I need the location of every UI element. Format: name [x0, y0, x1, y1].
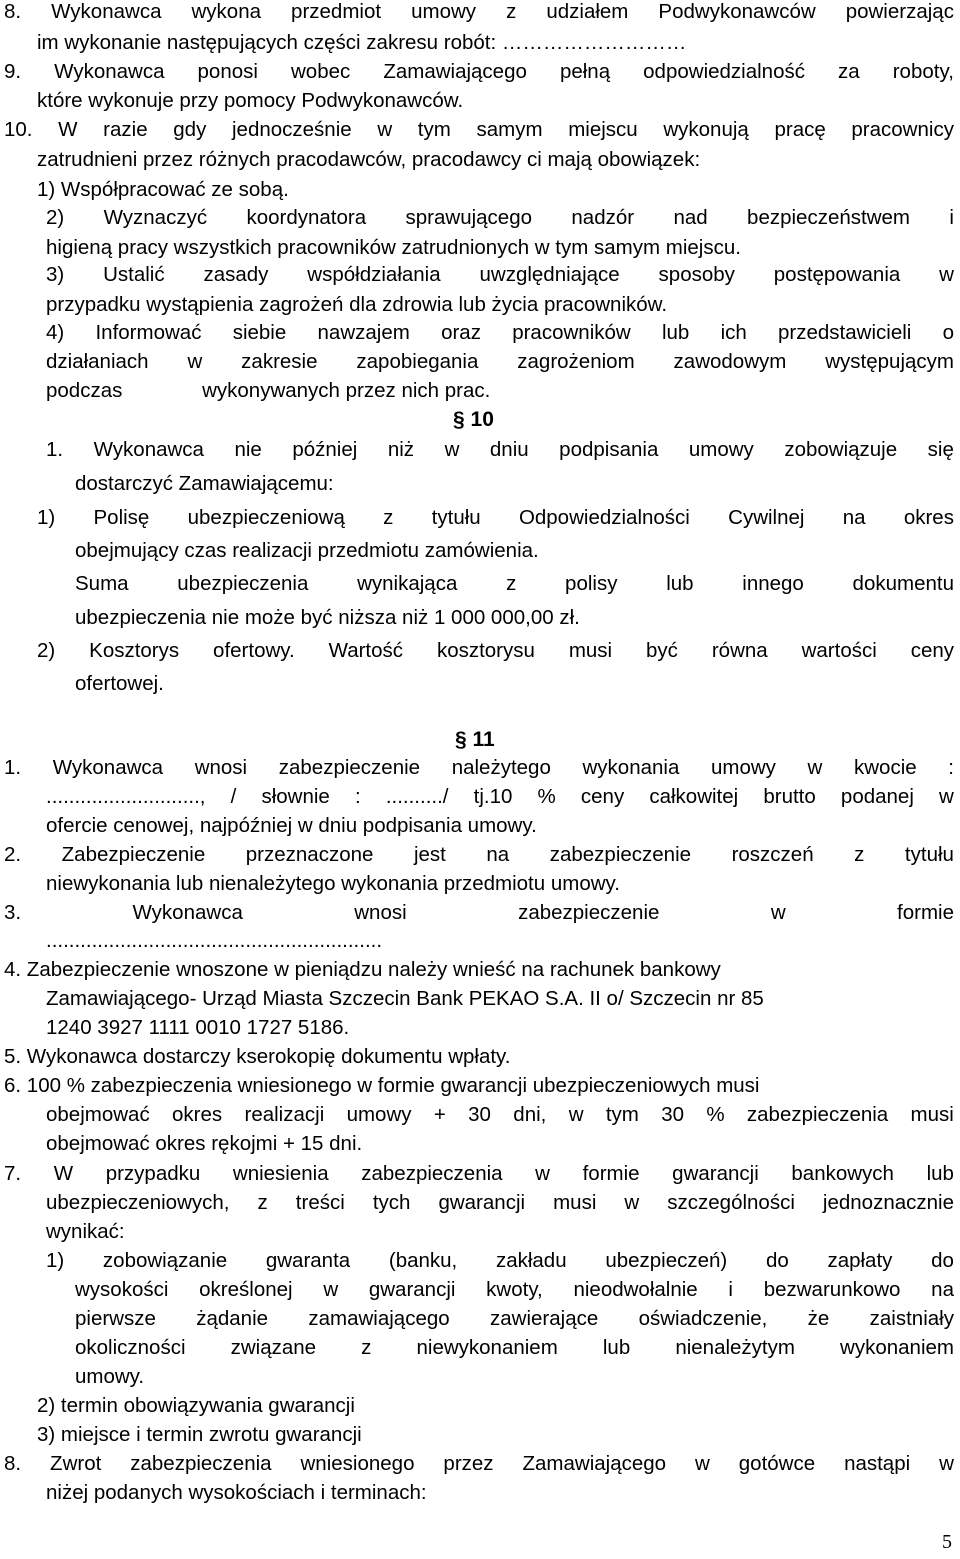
- section-heading-10: § 10: [453, 408, 494, 431]
- s11-subitem-1-line-4: okoliczności związane z niewykonaniem lub nienależytym wykonaniem: [75, 1336, 954, 1359]
- s11-subitem-1-line-1: 1) zobowiązanie gwaranta (banku, zakładu ubezpieczeń) do zapłaty do: [46, 1249, 954, 1272]
- s11-item-1-line-2: ..........................., / słownie : ........../ tj.10 % ceny całkowitej brutto podanej w: [46, 785, 954, 808]
- s10-sum-line-1: Suma ubezpieczenia wynikająca z polisy lub innego dokumentu: [75, 572, 954, 595]
- subitem-1-line-1: 1) Współpracować ze sobą.: [37, 178, 289, 201]
- subitem-3-line-2: przypadku wystąpienia zagrożeń dla zdrowia lub życia pracowników.: [46, 293, 668, 316]
- s11-item-8-line-2: niżej podanych wysokościach i terminach:: [46, 1481, 427, 1504]
- s11-item-6-line-1: 6. 100 % zabezpieczenia wniesionego w formie gwarancji ubezpieczeniowych musi: [4, 1074, 760, 1097]
- section-heading-11: § 11: [455, 728, 495, 751]
- s10-subitem-2-line-2: ofertowej.: [75, 672, 164, 695]
- list-item-10-line-1: 10. W razie gdy jednocześnie w tym samym miejscu wykonują pracę pracownicy: [4, 118, 954, 141]
- list-item-8-line-1: 8. Wykonawca wykona przedmiot umowy z udziałem Podwykonawców powierzając: [4, 0, 954, 23]
- s11-item-4-line-2: Zamawiającego- Urząd Miasta Szczecin Bank PEKAO S.A. II o/ Szczecin nr 85: [46, 987, 764, 1010]
- s11-subitem-3-line-1: 3) miejsce i termin zwrotu gwarancji: [37, 1423, 362, 1446]
- s11-subitem-1-line-5: umowy.: [75, 1365, 145, 1388]
- s11-item-6-line-2: obejmować okres realizacji umowy + 30 dni, w tym 30 % zabezpieczenia musi: [46, 1103, 954, 1126]
- s11-item-2-line-2: niewykonania lub nienależytego wykonania przedmiotu umowy.: [46, 872, 620, 895]
- s11-item-7-line-1: 7. W przypadku wniesienia zabezpieczenia w formie gwarancji bankowych lub: [4, 1162, 954, 1185]
- s11-item-4-line-3: 1240 3927 1111 0010 1727 5186.: [46, 1016, 350, 1039]
- list-item-10-line-2: zatrudnieni przez różnych pracodawców, pracodawcy ci mają obowiązek:: [37, 148, 701, 171]
- s11-item-3-line-1: 3. Wykonawca wnosi zabezpieczenie w formie: [4, 901, 954, 924]
- s11-item-7-line-3: wynikać:: [46, 1220, 125, 1243]
- list-item-9-line-2: które wykonuje przy pomocy Podwykonawców.: [37, 89, 464, 112]
- s10-subitem-1-line-2: obejmujący czas realizacji przedmiotu zamówienia.: [75, 539, 539, 562]
- s10-subitem-2-line-1: 2) Kosztorys ofertowy. Wartość kosztorysu musi być równa wartości ceny: [37, 639, 954, 662]
- s11-item-2-line-1: 2. Zabezpieczenie przeznaczone jest na zabezpieczenie roszczeń z tytułu: [4, 843, 954, 866]
- s11-item-7-line-2: ubezpieczeniowych, z treści tych gwarancji musi w szczególności jednoznacznie: [46, 1191, 954, 1214]
- subitem-4-line-1: 4) Informować siebie nawzajem oraz pracowników lub ich przedstawicieli o: [46, 321, 954, 344]
- s11-subitem-1-line-3: pierwsze żądanie zamawiającego zawierające oświadczenie, że zaistniały: [75, 1307, 954, 1330]
- s11-subitem-1-line-2: wysokości określonej w gwarancji kwoty, nieodwołalnie i bezwarunkowo na: [75, 1278, 954, 1301]
- s11-item-8-line-1: 8. Zwrot zabezpieczenia wniesionego przez Zamawiającego w gotówce nastąpi w: [4, 1452, 954, 1475]
- s11-item-1-line-3: ofercie cenowej, najpóźniej w dniu podpisania umowy.: [46, 814, 537, 837]
- page-number: 5: [942, 1531, 952, 1553]
- subitem-2-line-1: 2) Wyznaczyć koordynatora sprawującego nadzór nad bezpieczeństwem i: [46, 206, 954, 229]
- s11-item-4-line-1: 4. Zabezpieczenie wnoszone w pieniądzu należy wnieść na rachunek bankowy: [4, 958, 721, 981]
- s11-subitem-2-line-1: 2) termin obowiązywania gwarancji: [37, 1394, 355, 1417]
- s10-sum-line-2: ubezpieczenia nie może być niższa niż 1 000 000,00 zł.: [75, 606, 580, 629]
- subitem-4-line-2: działaniach w zakresie zapobiegania zagrożeniom zawodowym występującym: [46, 350, 954, 373]
- s11-item-3-line-2: ...........................................................: [46, 929, 383, 952]
- s10-item-1-line-2: dostarczyć Zamawiającemu:: [75, 472, 334, 495]
- subitem-3-line-1: 3) Ustalić zasady współdziałania uwzględniające sposoby postępowania w: [46, 263, 954, 286]
- s10-item-1-line-1: 1. Wykonawca nie później niż w dniu podpisania umowy zobowiązuje się: [46, 438, 954, 461]
- s11-item-5-line-1: 5. Wykonawca dostarczy kserokopię dokumentu wpłaty.: [4, 1045, 511, 1068]
- s10-subitem-1-line-1: 1) Polisę ubezpieczeniową z tytułu Odpowiedzialności Cywilnej na okres: [37, 506, 954, 529]
- s11-item-1-line-1: 1. Wykonawca wnosi zabezpieczenie należytego wykonania umowy w kwocie :: [4, 756, 954, 779]
- subitem-2-line-2: higieną pracy wszystkich pracowników zatrudnionych w tym samym miejscu.: [46, 236, 741, 259]
- subitem-4-line-3: podczas wykonywanych przez nich prac.: [46, 379, 491, 402]
- s11-item-6-line-3: obejmować okres rękojmi + 15 dni.: [46, 1132, 363, 1155]
- list-item-9-line-1: 9. Wykonawca ponosi wobec Zamawiającego pełną odpowiedzialność za roboty,: [4, 60, 954, 83]
- list-item-8-line-2: im wykonanie następujących części zakresu robót: ………………………: [37, 31, 687, 54]
